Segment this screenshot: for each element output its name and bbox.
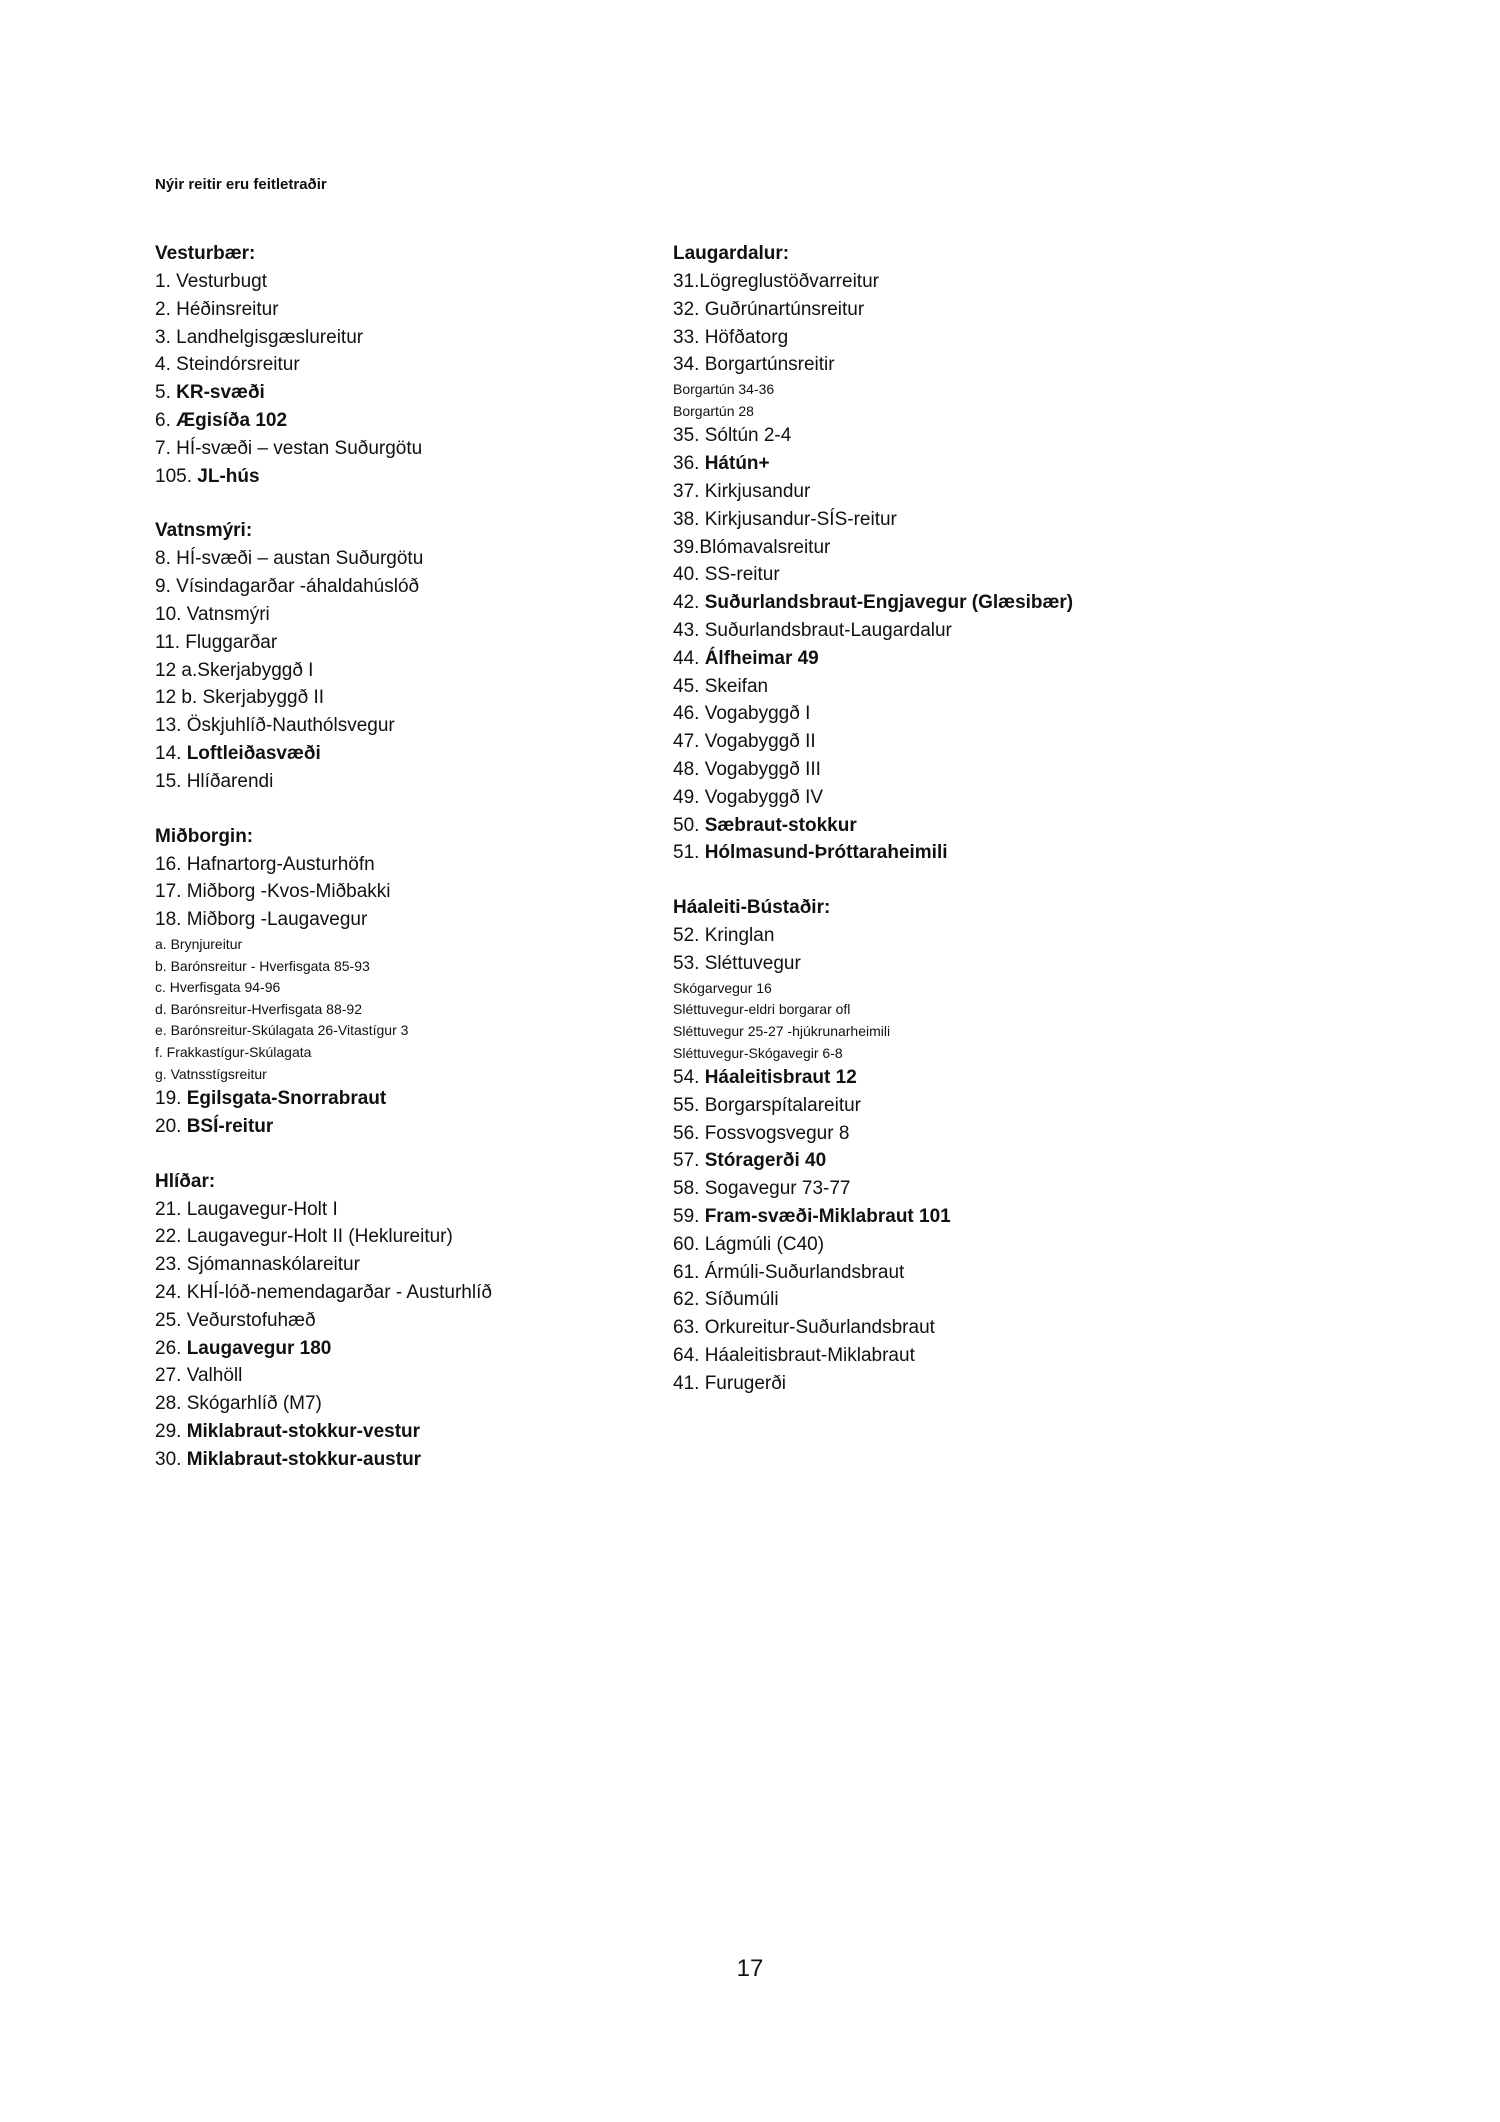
item-number: 31.	[673, 271, 700, 292]
plot-list-item	[155, 1446, 645, 1474]
plot-list-item	[673, 589, 1163, 617]
item-name-new: Ægisíða 102	[176, 409, 288, 431]
item-name: Fluggarðar	[185, 631, 278, 653]
plot-list-item	[673, 450, 1163, 478]
item-number: 5.	[155, 382, 171, 404]
item-name: Suðurlandsbraut-Laugardalur	[704, 619, 952, 641]
item-name: Valhöll	[186, 1365, 243, 1387]
plot-list-item	[155, 629, 645, 657]
item-number: 38.	[673, 508, 700, 530]
plot-list-item	[155, 379, 645, 407]
item-name: Skógarhlíð (M7)	[186, 1393, 322, 1415]
plot-list-item	[673, 534, 1163, 562]
area-section	[673, 894, 1163, 1398]
item-name: a.Skerjabyggð I	[181, 659, 314, 681]
area-heading: Laugardalur:	[673, 243, 790, 264]
item-name: Vogabyggð I	[704, 703, 811, 725]
plot-list-item	[673, 296, 1163, 324]
item-name: Blómavalsreitur	[699, 536, 831, 558]
item-name: Héðinsreitur	[176, 298, 279, 320]
plot-list-item	[673, 645, 1163, 673]
item-name: Sjómannaskólareitur	[186, 1254, 360, 1276]
plot-list-item	[155, 851, 645, 879]
sub-item: c. Hverfisgata 94-96	[155, 979, 281, 996]
item-number: 9.	[155, 576, 171, 598]
item-number: 57.	[673, 1150, 700, 1172]
plot-list-item	[673, 1231, 1163, 1259]
item-name-new: Álfheimar 49	[704, 647, 819, 669]
item-number: 50.	[673, 814, 700, 836]
plot-list-item	[155, 684, 645, 712]
item-number: 14.	[155, 742, 182, 764]
item-name: Vogabyggð III	[704, 758, 821, 780]
item-name-new: Laugavegur 180	[186, 1337, 332, 1359]
area-section	[155, 823, 645, 1141]
area-section	[155, 1168, 645, 1474]
plot-list-item	[673, 700, 1163, 728]
item-name: Kringlan	[704, 925, 775, 947]
item-name-new: Egilsgata-Snorrabraut	[186, 1088, 387, 1110]
plot-list-item	[673, 728, 1163, 756]
item-number: 25.	[155, 1309, 182, 1331]
item-name: Vesturbugt	[176, 271, 267, 292]
item-name-new: Fram-svæði-Miklabraut 101	[704, 1206, 951, 1228]
item-name: Sogavegur 73-77	[704, 1178, 851, 1200]
item-number: 43.	[673, 619, 700, 641]
item-name: b. Skerjabyggð II	[181, 687, 325, 709]
plot-list-item	[673, 1203, 1163, 1231]
item-number: 8.	[155, 548, 171, 570]
plot-list-item	[155, 657, 645, 685]
item-name: Skeifan	[704, 675, 769, 697]
plot-list-item	[673, 351, 1163, 379]
item-number: 52.	[673, 925, 700, 947]
item-name-new: JL-hús	[197, 465, 260, 487]
plot-list-item	[155, 573, 645, 601]
item-number: 26.	[155, 1337, 182, 1359]
plot-list-item	[155, 1223, 645, 1251]
plot-list-item	[155, 1113, 645, 1141]
item-name: Öskjuhlíð-Nauthólsvegur	[186, 715, 395, 737]
item-name: Vatnsmýri	[186, 603, 270, 625]
plot-list-item	[155, 601, 645, 629]
item-number: 33.	[673, 326, 700, 348]
item-name: Borgartúnsreitir	[704, 354, 835, 376]
plot-list-item	[673, 839, 1163, 867]
plot-list-item	[673, 1147, 1163, 1175]
item-number: 63.	[673, 1317, 700, 1339]
plot-list-item	[155, 324, 645, 352]
plot-list-item	[155, 296, 645, 324]
item-number: 17.	[155, 881, 182, 903]
item-number: 62.	[673, 1289, 700, 1311]
plot-list-item	[673, 1175, 1163, 1203]
item-number: 36.	[673, 453, 700, 475]
item-name: Höfðatorg	[704, 326, 789, 348]
area-heading: Háaleiti-Bústaðir:	[673, 897, 831, 919]
item-number: 22.	[155, 1226, 182, 1248]
item-name-new: BSÍ-reitur	[186, 1115, 274, 1137]
item-number: 59.	[673, 1206, 700, 1228]
plot-list-item	[155, 435, 645, 463]
item-number: 61.	[673, 1261, 700, 1283]
item-number: 37.	[673, 480, 700, 502]
item-name-new: Loftleiðasvæði	[186, 742, 321, 764]
item-number: 64.	[673, 1345, 700, 1367]
item-number: 40.	[673, 564, 700, 586]
item-number: 29.	[155, 1421, 182, 1443]
sub-item: Borgartún 28	[673, 402, 754, 419]
item-name: Laugavegur-Holt I	[186, 1198, 338, 1220]
plot-list-item	[673, 1314, 1163, 1342]
item-name: Kirkjusandur	[704, 480, 811, 502]
area-section	[155, 517, 645, 795]
item-name: Síðumúli	[704, 1289, 779, 1311]
item-name: Orkureitur-Suðurlandsbraut	[704, 1317, 935, 1339]
plot-list-item	[155, 351, 645, 379]
item-number: 23.	[155, 1254, 182, 1276]
plot-list-item	[155, 407, 645, 435]
plot-list-item	[673, 812, 1163, 840]
item-name: Vogabyggð IV	[704, 786, 824, 808]
item-number: 45.	[673, 675, 700, 697]
plot-list-item	[673, 1259, 1163, 1287]
item-number: 16.	[155, 853, 182, 875]
item-name: HÍ-svæði – vestan Suðurgötu	[176, 437, 423, 459]
item-name: Lögreglustöðvarreitur	[699, 271, 879, 292]
plot-list-item	[155, 1390, 645, 1418]
item-name-new: Stóragerði 40	[704, 1150, 827, 1172]
item-name: Laugavegur-Holt II (Heklureitur)	[186, 1226, 453, 1248]
item-name-new: Miklabraut-stokkur-austur	[186, 1448, 422, 1470]
item-name: Furugerði	[704, 1372, 787, 1394]
item-number: 47.	[673, 731, 700, 753]
plot-list-item	[155, 545, 645, 573]
plot-list-item	[673, 1092, 1163, 1120]
area-heading: Miðborgin:	[155, 825, 254, 847]
sub-item: d. Barónsreitur-Hverfisgata 88-92	[155, 1000, 362, 1017]
item-name: Sóltún 2-4	[704, 425, 792, 447]
item-number: 21.	[155, 1198, 182, 1220]
plot-list-item	[673, 1342, 1163, 1370]
item-name: Veðurstofuhæð	[186, 1309, 316, 1331]
plot-list-item	[155, 906, 645, 934]
item-number: 28.	[155, 1393, 182, 1415]
item-name: Ármúli-Suðurlandsbraut	[704, 1261, 905, 1283]
item-name: KHÍ-lóð-nemendagarðar - Austurhlíð	[186, 1282, 492, 1304]
item-number: 12	[155, 687, 177, 709]
item-name-new: Miklabraut-stokkur-vestur	[186, 1421, 421, 1443]
page-number: 17	[736, 1955, 764, 1982]
item-number: 27.	[155, 1365, 182, 1387]
item-number: 1.	[155, 271, 171, 292]
sub-item: g. Vatnsstígsreitur	[155, 1065, 267, 1082]
plot-list-item	[155, 1418, 645, 1446]
item-number: 105.	[155, 465, 192, 487]
item-number: 41.	[673, 1372, 700, 1394]
item-number: 6.	[155, 409, 171, 431]
item-number: 10.	[155, 603, 182, 625]
item-name-new: Hátún+	[704, 453, 770, 475]
plot-list-item	[673, 478, 1163, 506]
item-name: Vísindagarðar -áhaldahúslóð	[176, 576, 420, 598]
sub-item: Sléttuvegur-Skógavegir 6-8	[673, 1044, 843, 1061]
plot-list-item	[155, 878, 645, 906]
item-number: 54.	[673, 1067, 700, 1089]
right-column	[673, 240, 1163, 1425]
item-number: 24.	[155, 1282, 182, 1304]
item-number: 51.	[673, 842, 700, 864]
item-name-new: KR-svæði	[176, 382, 265, 404]
item-name: Hafnartorg-Austurhöfn	[186, 853, 375, 875]
plot-list-item	[673, 784, 1163, 812]
sub-item: a. Brynjureitur	[155, 935, 243, 952]
plot-list-item	[673, 422, 1163, 450]
item-name-new: Sæbraut-stokkur	[704, 814, 857, 836]
plot-list-item	[155, 740, 645, 768]
area-section	[155, 240, 645, 490]
item-name: Kirkjusandur-SÍS-reitur	[704, 508, 897, 530]
sub-item: b. Barónsreitur - Hverfisgata 85-93	[155, 957, 370, 974]
plot-list-item	[155, 1251, 645, 1279]
sub-item: f. Frakkastígur-Skúlagata	[155, 1043, 312, 1060]
item-name: Borgarspítalareitur	[704, 1094, 861, 1116]
plot-list-item	[155, 712, 645, 740]
sub-item: Sléttuvegur 25-27 -hjúkrunarheimili	[673, 1022, 891, 1039]
item-number: 35.	[673, 425, 700, 447]
item-number: 15.	[155, 770, 182, 792]
plot-list-item	[155, 1196, 645, 1224]
item-number: 12	[155, 659, 177, 681]
item-name: HÍ-svæði – austan Suðurgötu	[176, 548, 424, 570]
area-heading: Hlíðar:	[155, 1170, 216, 1192]
item-number: 32.	[673, 298, 700, 320]
plot-list-item	[155, 1279, 645, 1307]
item-name: Miðborg -Laugavegur	[186, 909, 368, 931]
item-name: SS-reitur	[704, 564, 780, 586]
item-name-new: Hólmasund-Þróttaraheimili	[704, 842, 948, 864]
item-name-new: Háaleitisbraut 12	[704, 1067, 857, 1089]
item-number: 11.	[155, 631, 181, 653]
area-heading: Vesturbær:	[155, 243, 256, 264]
item-name: Miðborg -Kvos-Miðbakki	[186, 881, 391, 903]
item-number: 60.	[673, 1233, 700, 1255]
plot-list-item	[155, 463, 645, 491]
plot-list-item	[673, 922, 1163, 950]
item-number: 20.	[155, 1115, 182, 1137]
item-name: Landhelgisgæslureitur	[176, 326, 364, 348]
item-number: 42.	[673, 592, 700, 614]
plot-list-item	[673, 324, 1163, 352]
plot-list-item	[155, 1307, 645, 1335]
item-number: 48.	[673, 758, 700, 780]
item-number: 3.	[155, 326, 171, 348]
item-name: Lágmúli (C40)	[704, 1233, 825, 1255]
plot-list-item	[155, 1335, 645, 1363]
item-number: 39.	[673, 536, 700, 558]
plot-list-item	[155, 768, 645, 796]
item-name: Hlíðarendi	[186, 770, 274, 792]
area-section	[673, 240, 1163, 867]
plot-list-item	[673, 950, 1163, 978]
item-name-new: Suðurlandsbraut-Engjavegur (Glæsibær)	[704, 592, 1074, 614]
plot-list-item	[673, 673, 1163, 701]
item-number: 13.	[155, 715, 182, 737]
sub-item: Sléttuvegur-eldri borgarar ofl	[673, 1001, 851, 1018]
item-name: Vogabyggð II	[704, 731, 816, 753]
item-number: 56.	[673, 1122, 700, 1144]
item-number: 19.	[155, 1088, 182, 1110]
item-number: 46.	[673, 703, 700, 725]
item-name: Fossvogsvegur 8	[704, 1122, 850, 1144]
left-column	[155, 240, 645, 1501]
item-name: Háaleitisbraut-Miklabraut	[704, 1345, 915, 1367]
item-number: 4.	[155, 354, 171, 376]
sub-item: e. Barónsreitur-Skúlagata 26-Vitastígur 3	[155, 1022, 409, 1039]
item-name: Guðrúnartúnsreitur	[704, 298, 865, 320]
item-name: Sléttuvegur	[704, 952, 801, 974]
area-heading: Vatnsmýri:	[155, 520, 253, 542]
item-number: 53.	[673, 952, 700, 974]
item-number: 49.	[673, 786, 700, 808]
item-name: Steindórsreitur	[176, 354, 300, 376]
sub-item: Skógarvegur 16	[673, 979, 772, 996]
item-number: 58.	[673, 1178, 700, 1200]
item-number: 44.	[673, 647, 700, 669]
plot-list-item	[673, 561, 1163, 589]
plot-list-item	[673, 506, 1163, 534]
plot-list-item	[155, 1362, 645, 1390]
item-number: 30.	[155, 1448, 182, 1470]
plot-list-item	[673, 1370, 1163, 1398]
plot-list-item	[673, 1120, 1163, 1148]
item-number: 55.	[673, 1094, 700, 1116]
bold-legend-note: Nýir reitir eru feitletraðir	[155, 176, 327, 193]
plot-list-item	[673, 1064, 1163, 1092]
item-number: 34.	[673, 354, 700, 376]
item-number: 2.	[155, 298, 171, 320]
plot-list-item	[673, 1286, 1163, 1314]
item-number: 18.	[155, 909, 182, 931]
plot-list-item	[155, 1085, 645, 1113]
plot-list-item	[673, 756, 1163, 784]
plot-list-item	[673, 268, 1163, 296]
plot-list-item	[673, 617, 1163, 645]
plot-list-item	[155, 268, 645, 296]
item-number: 7.	[155, 437, 171, 459]
sub-item: Borgartún 34-36	[673, 381, 775, 398]
